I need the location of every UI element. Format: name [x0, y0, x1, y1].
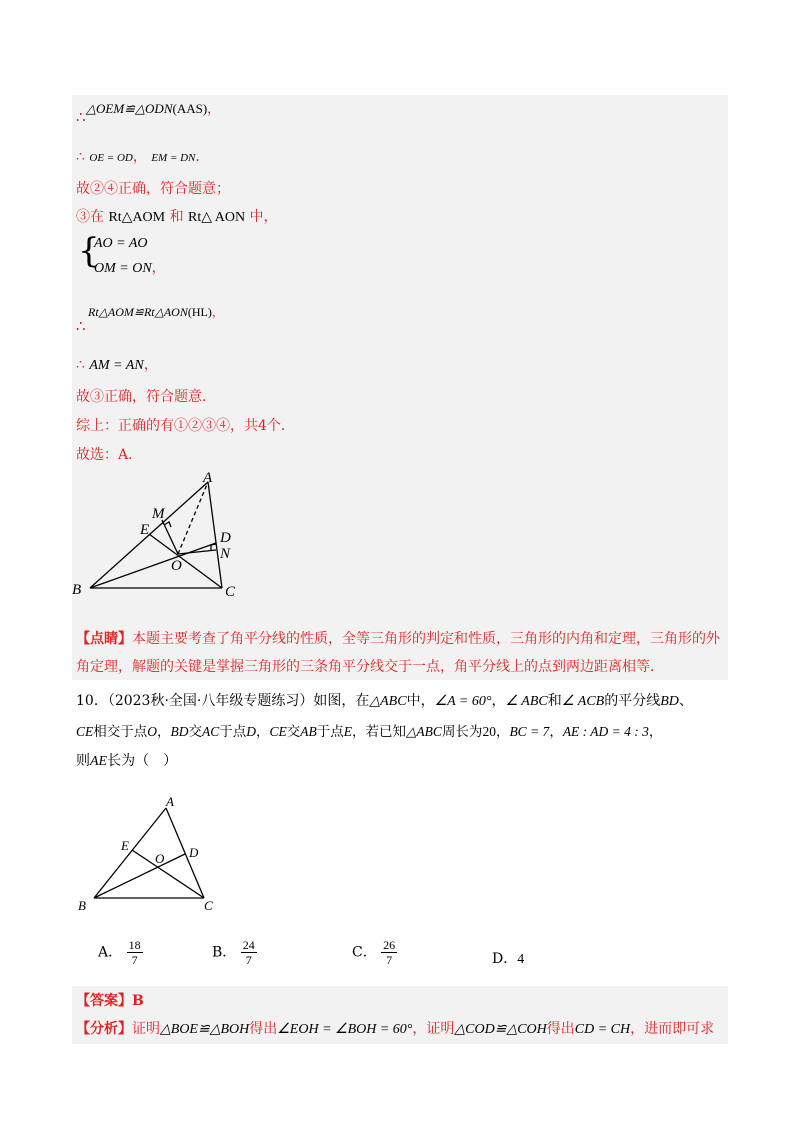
- option-b[interactable]: B． $\frac{24}{7}$: [212, 938, 255, 967]
- answer-line: 【答案】B: [76, 993, 144, 1009]
- option-d[interactable]: D．4: [492, 951, 525, 967]
- label-O: O: [171, 558, 182, 574]
- question-10-line-3: 则AE长为（ ）: [76, 753, 178, 769]
- label-D: D: [189, 845, 199, 860]
- congruence-hl: Rt△AOM≌Rt△AON(HL)，: [88, 305, 224, 319]
- label-E: E: [140, 522, 150, 538]
- label-A: A: [166, 794, 174, 809]
- label-C: C: [204, 898, 213, 913]
- question-10-line-1: 10．（2023秋·全国·八年级专题练习）如图，在△ABC中，∠A = 60°，∠ ABC和∠ ACB的平分线BD、: [76, 693, 693, 709]
- am-an-line: ∴ AM = AN，: [76, 357, 158, 373]
- comment-line-2: 角定理，解题的关键是掌握三角形的三条角平分线交于一点，角平分线上的点到两边距离相等．: [76, 659, 664, 675]
- question-10-line-2: CE相交于点O，BD交AC于点D，CE交AB于点E，若已知△ABC周长为20，BC = 7，AE : AD = 4 : 3，: [76, 724, 663, 740]
- step-3-intro: ③在 Rt△AOM 和 Rt△ AON 中，: [76, 209, 278, 225]
- label-N: N: [220, 546, 231, 562]
- system-eq-2: OM = ON，: [94, 260, 166, 276]
- therefore-symbol: ∴: [76, 108, 86, 126]
- choice-line: 故选：A．: [76, 447, 143, 463]
- conclusion-2-4: 故②④正确，符合题意；: [76, 181, 230, 197]
- option-c[interactable]: C． $\frac{26}{7}$: [352, 938, 396, 967]
- triangle-figure-2: [72, 788, 232, 916]
- label-B: B: [78, 898, 86, 913]
- label-A: A: [203, 470, 213, 486]
- summary-line: 综上：正确的有①②③④，共4个．: [76, 418, 295, 434]
- comment-line-1: 【点睛】本题主要考查了角平分线的性质，全等三角形的判定和性质，三角形的内角和定理，三角形的外: [76, 631, 720, 647]
- therefore-symbol: ∴: [76, 317, 86, 335]
- oe-od-line: ∴ OE = OD， EM = DN．: [76, 149, 210, 165]
- congruence-aas: △OEM≌△ODN(AAS)，: [86, 101, 221, 117]
- system-eq-1: AO = AO: [94, 236, 148, 251]
- triangle-figure-1: [70, 470, 250, 605]
- option-a[interactable]: A． $\frac{18}{7}$: [98, 938, 141, 967]
- label-C: C: [225, 584, 236, 600]
- system-brace: {: [78, 231, 100, 271]
- label-E: E: [121, 838, 129, 853]
- analysis-line: 【分析】证明△BOE≌△BOH得出∠EOH = ∠BOH = 60°，证明△COD≌△COH得出CD = CH，进而即可求: [76, 1021, 715, 1037]
- label-D: D: [220, 530, 231, 546]
- conclusion-3: 故③正确，符合题意．: [76, 389, 216, 405]
- label-O: O: [155, 851, 165, 866]
- label-M: M: [152, 506, 165, 522]
- label-B: B: [72, 582, 82, 598]
